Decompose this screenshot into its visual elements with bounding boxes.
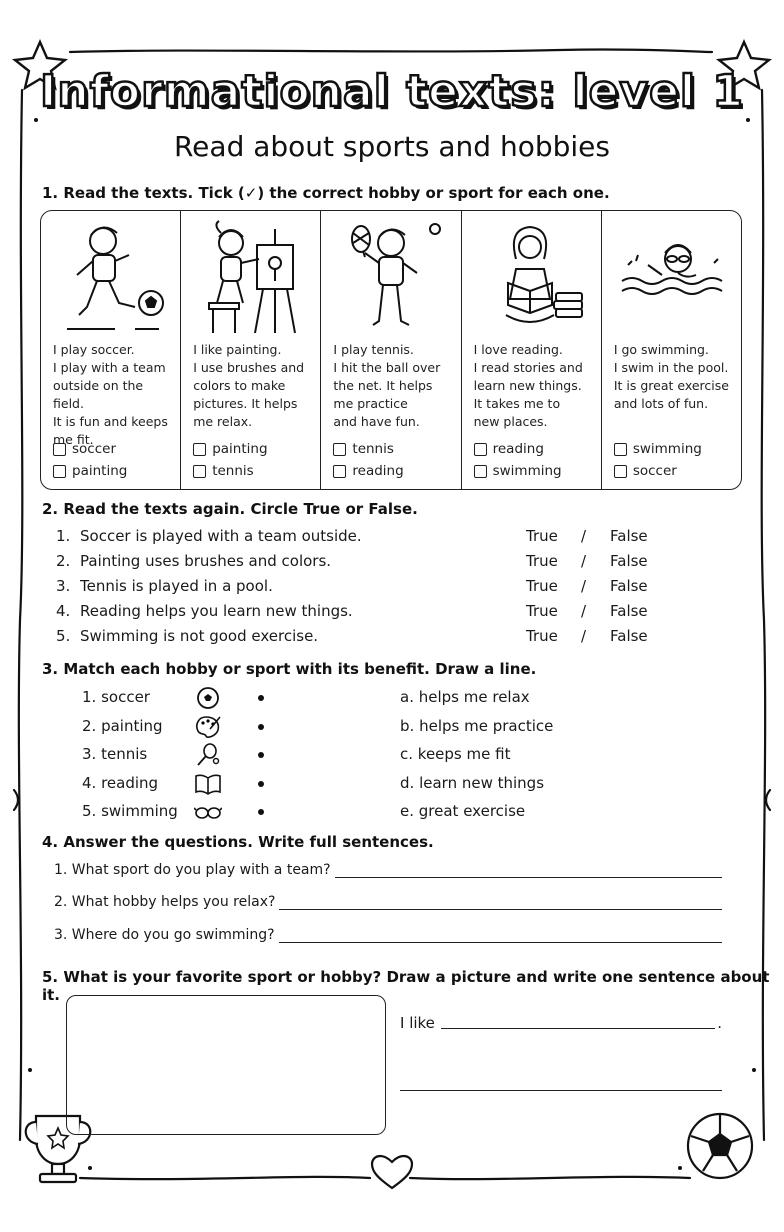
option-swimming[interactable]	[474, 463, 562, 479]
option-label: soccer	[72, 441, 116, 457]
checkbox[interactable]	[333, 443, 346, 456]
separator: /	[581, 627, 587, 645]
option-label: reading	[352, 463, 404, 479]
match-dot[interactable]	[258, 781, 264, 787]
sentence-end: .	[717, 1014, 722, 1032]
card-swimming	[602, 211, 741, 489]
false-option[interactable]: False	[610, 577, 648, 595]
item-label: helps me practice	[419, 717, 554, 735]
option-label: swimming	[632, 441, 702, 457]
match-right-item	[400, 717, 553, 735]
section3-heading: 3. Match each hobby or sport with its benefit. Draw a line.	[42, 660, 537, 678]
question-text: 2. What hobby helps you relax?	[54, 894, 276, 910]
checkbox[interactable]	[333, 465, 346, 478]
option-label: swimming	[492, 463, 562, 479]
palette-icon	[194, 715, 222, 739]
item-number: 4.	[82, 774, 97, 792]
item-number: 1.	[82, 688, 97, 706]
answer-row	[54, 927, 722, 949]
statement: Swimming is not good exercise.	[80, 627, 319, 645]
true-option[interactable]: True	[526, 577, 558, 595]
item-number: 1.	[56, 527, 71, 545]
false-option[interactable]: False	[610, 527, 648, 545]
true-option[interactable]: True	[526, 627, 558, 645]
page-title: Informational texts: level 1	[40, 66, 744, 117]
card-tennis	[321, 211, 461, 489]
false-option[interactable]: False	[610, 552, 648, 570]
match-left-item	[82, 717, 163, 735]
question-text: 1. What sport do you play with a team?	[54, 862, 331, 878]
item-label: soccer	[101, 688, 150, 706]
match-left-item	[82, 774, 158, 792]
option-reading[interactable]	[474, 441, 544, 457]
checkbox[interactable]	[53, 443, 66, 456]
open-book-icon	[194, 772, 222, 796]
item-label: swimming	[101, 802, 178, 820]
section2-heading: 2. Read the texts again. Circle True or False.	[42, 500, 418, 518]
option-label: soccer	[632, 463, 677, 479]
item-number: 5.	[82, 802, 97, 820]
separator: /	[581, 577, 587, 595]
option-painting[interactable]	[193, 441, 267, 457]
answer-line[interactable]	[279, 927, 722, 943]
option-label: reading	[492, 441, 544, 457]
match-left-item	[82, 688, 150, 706]
item-letter: e.	[400, 802, 414, 820]
item-label: learn new things	[419, 774, 545, 792]
option-label: painting	[212, 441, 268, 457]
section5-heading: 5. What is your favorite sport or hobby? Draw a picture and write one sentence about it.	[42, 968, 770, 1004]
true-false-row	[56, 552, 656, 574]
option-soccer[interactable]	[614, 463, 677, 479]
answer-line[interactable]	[335, 862, 722, 878]
true-false-row	[56, 577, 656, 599]
separator: /	[581, 527, 587, 545]
heart-icon	[372, 1156, 412, 1188]
true-option[interactable]: True	[526, 552, 558, 570]
answer-line-2[interactable]	[400, 1090, 722, 1091]
checkbox[interactable]	[474, 443, 487, 456]
boy-tennis-icon	[331, 219, 449, 337]
checkbox[interactable]	[614, 443, 627, 456]
item-number: 2.	[56, 552, 71, 570]
option-label: tennis	[352, 441, 394, 457]
match-left-item	[82, 802, 178, 820]
option-label: painting	[72, 463, 128, 479]
false-option[interactable]: False	[610, 627, 648, 645]
item-label: helps me relax	[418, 688, 530, 706]
item-label: reading	[101, 774, 159, 792]
match-row	[82, 717, 702, 741]
match-dot[interactable]	[258, 695, 264, 701]
card-soccer	[41, 211, 181, 489]
answer-row	[54, 862, 722, 884]
option-painting[interactable]	[53, 463, 127, 479]
checkbox[interactable]	[193, 465, 206, 478]
item-number: 3.	[56, 577, 71, 595]
match-dot[interactable]	[258, 752, 264, 758]
section4-heading: 4. Answer the questions. Write full sentences.	[42, 833, 434, 851]
card-text: I go swimming. I swim in the pool. It is great exercise and lots of fun.	[613, 342, 729, 411]
card-text: I like painting. I use brushes and colors to make pictures. It helps me relax.	[193, 342, 305, 429]
reading-cards	[40, 210, 742, 490]
true-false-row	[56, 627, 656, 649]
card-painting	[181, 211, 321, 489]
item-label: keeps me fit	[417, 745, 511, 763]
page-subtitle: Read about sports and hobbies	[173, 130, 610, 163]
item-letter: a.	[400, 688, 414, 706]
true-false-row	[56, 527, 656, 549]
separator: /	[581, 552, 587, 570]
answer-row	[54, 894, 722, 916]
boy-kicking-ball-icon	[51, 219, 169, 337]
match-right-item	[400, 802, 525, 820]
option-swimming[interactable]	[614, 441, 702, 457]
separator: /	[581, 602, 587, 620]
answer-line[interactable]	[279, 894, 722, 910]
option-soccer[interactable]	[53, 441, 116, 457]
item-number: 2.	[82, 717, 97, 735]
false-option[interactable]: False	[610, 602, 648, 620]
item-number: 4.	[56, 602, 71, 620]
item-label: great exercise	[418, 802, 526, 820]
card-text: I play tennis. I hit the ball over the net. It helps me practice and have fun.	[333, 342, 441, 429]
true-false-row	[56, 602, 656, 624]
match-dot[interactable]	[258, 809, 264, 815]
card-text: I play soccer. I play with a team outside on the field. It is fun and keeps me fit.	[53, 342, 168, 447]
true-option[interactable]: True	[526, 527, 558, 545]
match-left-item	[82, 745, 147, 763]
soccer-ball-icon	[194, 686, 222, 710]
match-right-item	[400, 745, 510, 763]
card-reading	[462, 211, 602, 489]
option-label: tennis	[212, 463, 254, 479]
drawing-box[interactable]	[66, 995, 386, 1135]
question-text: 3. Where do you go swimming?	[54, 927, 275, 943]
sentence-prompt: I like	[400, 1014, 435, 1032]
soccer-ball-corner-icon	[688, 1114, 752, 1178]
answer-line[interactable]	[441, 1014, 715, 1029]
item-number: 3.	[82, 745, 97, 763]
match-row	[82, 688, 702, 712]
boy-swimming-icon	[612, 219, 730, 337]
section1-heading: 1. Read the texts. Tick (✓) the correct hobby or sport for each one.	[42, 184, 610, 202]
option-tennis[interactable]	[193, 463, 254, 479]
match-dot[interactable]	[258, 724, 264, 730]
checkbox[interactable]	[474, 465, 487, 478]
sentence-row	[400, 1014, 722, 1032]
true-option[interactable]: True	[526, 602, 558, 620]
statement: Reading helps you learn new things.	[80, 602, 353, 620]
statement: Soccer is played with a team outside.	[80, 527, 362, 545]
item-label: tennis	[101, 745, 148, 763]
option-reading[interactable]	[333, 463, 403, 479]
match-row	[82, 802, 702, 826]
tennis-racket-icon	[194, 743, 222, 767]
match-row	[82, 745, 702, 769]
item-label: painting	[101, 717, 163, 735]
option-tennis[interactable]	[333, 441, 394, 457]
statement: Tennis is played in a pool.	[80, 577, 273, 595]
item-letter: b.	[400, 717, 415, 735]
girl-reading-icon	[472, 219, 590, 337]
statement: Painting uses brushes and colors.	[80, 552, 332, 570]
checkbox[interactable]	[614, 465, 627, 478]
goggles-icon	[194, 800, 222, 824]
item-letter: c.	[400, 745, 414, 763]
match-right-item	[400, 774, 544, 792]
checkbox[interactable]	[193, 443, 206, 456]
card-text: I love reading. I read stories and learn new things. It takes me to new places.	[473, 342, 583, 429]
match-right-item	[400, 688, 530, 706]
girl-painting-icon	[191, 219, 309, 337]
item-number: 5.	[56, 627, 71, 645]
checkbox[interactable]	[53, 465, 66, 478]
item-letter: d.	[400, 774, 415, 792]
match-row	[82, 774, 702, 798]
